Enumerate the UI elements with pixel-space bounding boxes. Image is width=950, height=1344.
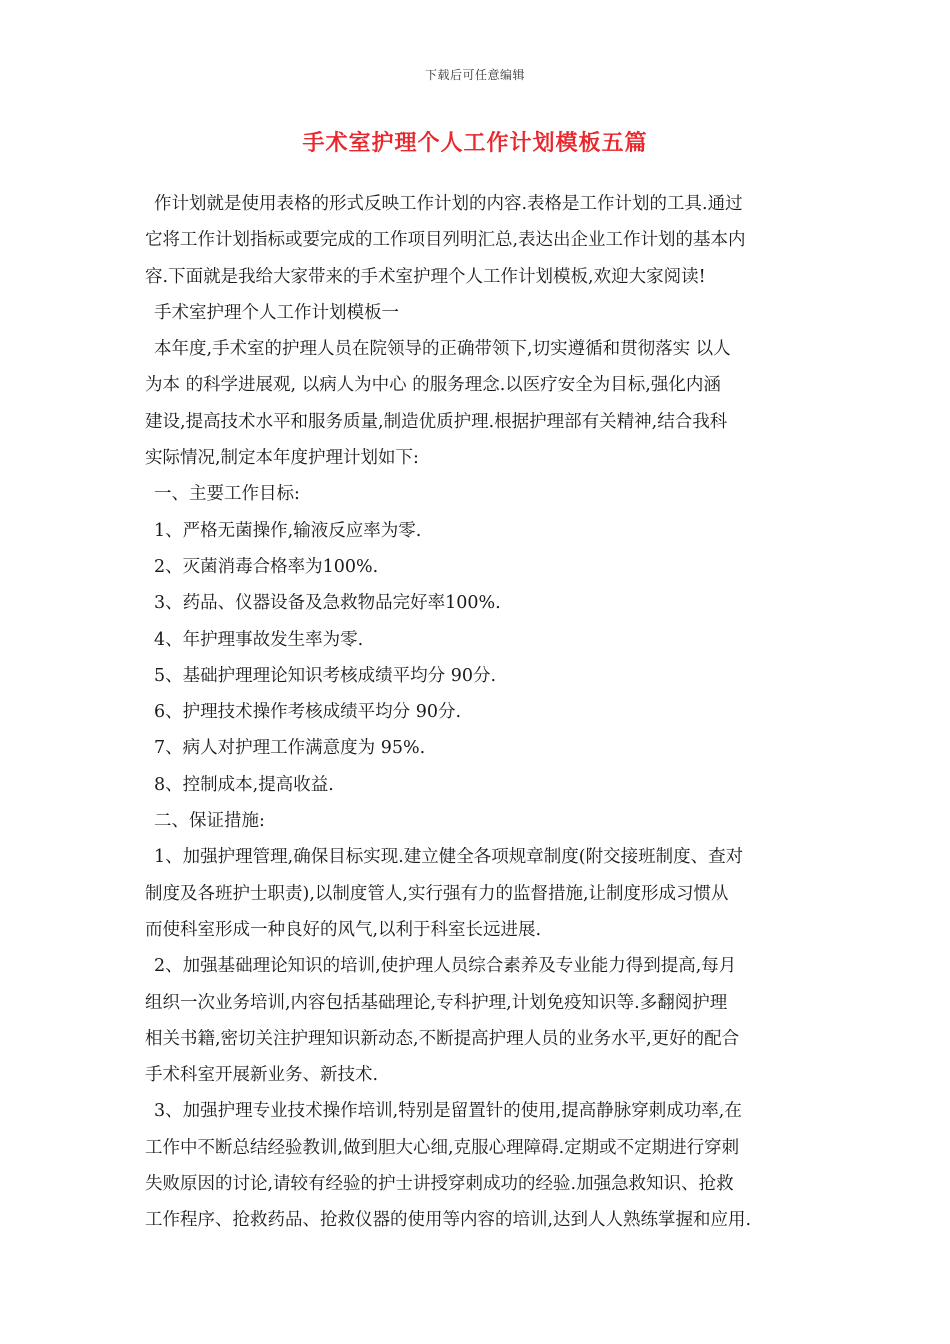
- text-line: 一、主要工作目标:: [154, 484, 300, 505]
- header-note: 下载后可任意编辑: [424, 68, 525, 82]
- text-line: 组织一次业务培训,内容包括基础理论,专科护理,计划免疫知识等.多翻阅护理: [145, 992, 728, 1013]
- text-line: 相关书籍,密切关注护理知识新动态,不断提高护理人员的业务水平,更好的配合: [145, 1028, 740, 1049]
- text-line: 工作程序、抢救药品、抢救仪器的使用等内容的培训,达到人人熟练掌握和应用.: [145, 1210, 752, 1231]
- text-line: 8、控制成本,提高收益.: [154, 774, 334, 795]
- text-line: 工作中不断总结经验教训,做到胆大心细,克服心理障碍.定期或不定期进行穿刺: [145, 1137, 740, 1158]
- text-line: 手术科室开展新业务、新技术.: [145, 1065, 379, 1086]
- text-line: 3、加强护理专业技术操作培训,特别是留置针的使用,提高静脉穿刺成功率,在: [154, 1101, 742, 1122]
- text-line: 1、严格无菌操作,输液反应率为零.: [154, 520, 422, 541]
- text-line: 为本 的科学进展观, 以病人为中心 的服务理念.以医疗安全为目标,强化内涵: [145, 375, 721, 396]
- text-line: 7、病人对护理工作满意度为 95%.: [154, 738, 426, 759]
- text-line: 本年度,手术室的护理人员在院领导的正确带领下,切实遵循和贯彻落实 以人: [154, 339, 731, 360]
- text-line: 6、护理技术操作考核成绩平均分 90分.: [154, 702, 462, 723]
- text-line: 手术室护理个人工作计划模板一: [154, 302, 399, 323]
- text-line: 3、药品、仪器设备及急救物品完好率100%.: [154, 593, 501, 614]
- document-body: [145, 186, 810, 1239]
- text-line: 失败原因的讨论,请较有经验的护士讲授穿刺成功的经验.加强急救知识、抢救: [145, 1174, 734, 1195]
- text-line: 2、灭菌消毒合格率为100%.: [154, 556, 379, 577]
- text-line: 容.下面就是我给大家带来的手术室护理个人工作计划模板,欢迎大家阅读!: [145, 266, 706, 287]
- text-line: 建设,提高技术水平和服务质量,制造优质护理.根据护理部有关精神,结合我科: [145, 411, 728, 432]
- text-line: 2、加强基础理论知识的培训,使护理人员综合素养及专业能力得到提高,每月: [154, 956, 737, 977]
- text-line: 1、加强护理管理,确保目标实现.建立健全各项规章制度(附交接班制度、查对: [154, 847, 744, 868]
- text-line: 制度及各班护士职责),以制度管人,实行强有力的监督措施,让制度形成习惯从: [145, 883, 729, 904]
- text-line: 而使科室形成一种良好的风气,以利于科室长远进展.: [145, 919, 542, 940]
- text-line: 4、年护理事故发生率为零.: [154, 629, 364, 650]
- text-line: 二、保证措施:: [154, 811, 265, 832]
- text-line: 实际情况,制定本年度护理计划如下:: [145, 448, 419, 469]
- text-line: 作计划就是使用表格的形式反映工作计划的内容.表格是工作计划的工具.通过: [154, 194, 743, 214]
- document-title: 手术室护理个人工作计划模板五篇: [302, 130, 648, 156]
- text-line: 5、基础护理理论知识考核成绩平均分 90分.: [154, 665, 497, 686]
- text-line: 它将工作计划指标或要完成的工作项目列明汇总,表达出企业工作计划的基本内: [145, 230, 746, 251]
